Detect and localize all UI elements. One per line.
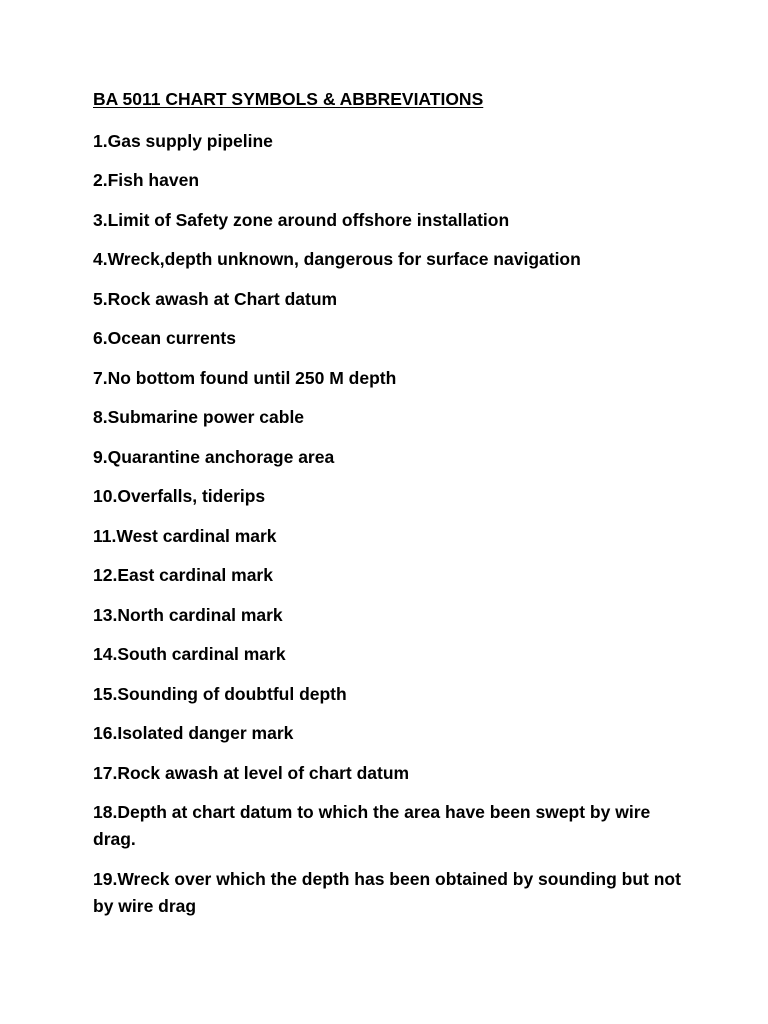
document-title: BA 5011 CHART SYMBOLS & ABBREVIATIONS [93,89,484,109]
list-item: 4.Wreck,depth unknown, dangerous for surface navigation [93,249,581,269]
document-page [93,88,683,932]
list-item: 14.South cardinal mark [93,644,286,664]
list-item: 18.Depth at chart datum to which the area have been swept by wire drag. [93,802,651,849]
list-item: 12.East cardinal mark [93,565,273,585]
list-item: 2.Fish haven [93,170,200,190]
list-item: 7.No bottom found until 250 M depth [93,367,397,388]
list-item: 8.Submarine power cable [93,407,305,427]
list-item: 13.North cardinal mark [93,604,283,625]
list-item: 19.Wreck over which the depth has been obtained by sounding but not by wire drag [93,868,681,916]
list-item: 17.Rock awash at level of chart datum [93,762,410,783]
list-item: 9.Quarantine anchorage area [93,446,335,467]
list-item: 10.Overfalls, tiderips [93,486,266,506]
list-item: 11.West cardinal mark [93,525,277,546]
list-item: 15.Sounding of doubtful depth [93,683,347,704]
list-item: 5.Rock awash at Chart datum [93,288,338,309]
list-item: 1.Gas supply pipeline [93,130,273,151]
symbol-list [93,128,683,920]
list-item: 6.Ocean currents [93,328,236,348]
list-item: 16.Isolated danger mark [93,723,294,743]
list-item: 3.Limit of Safety zone around offshore installation [93,209,510,230]
